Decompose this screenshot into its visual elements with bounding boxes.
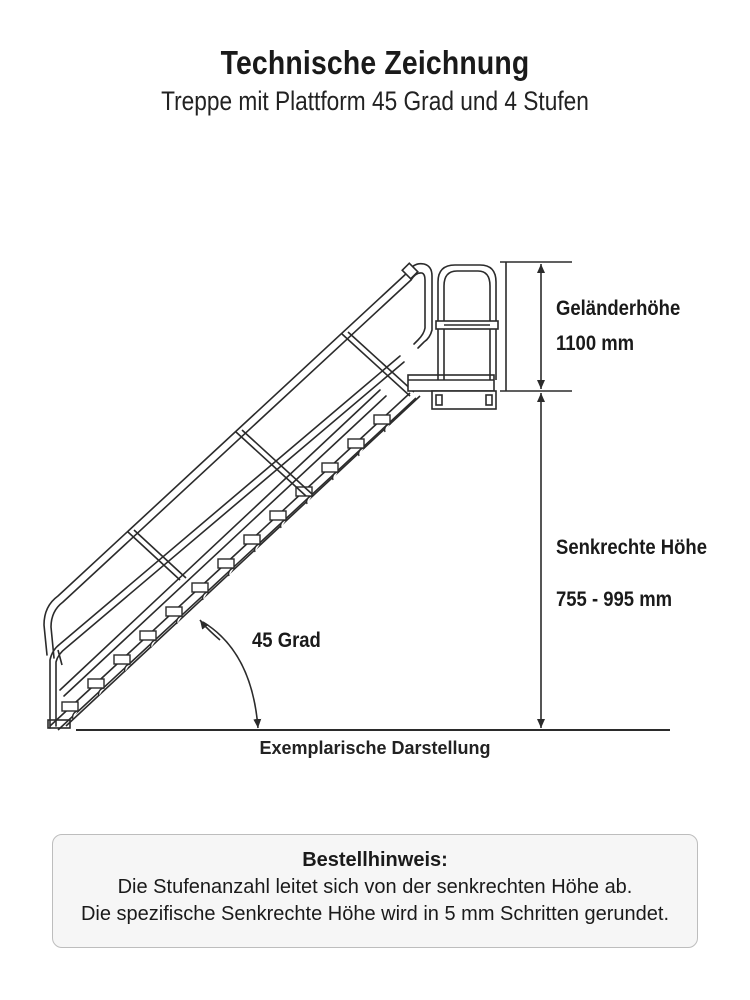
angle-label: 45 Grad xyxy=(252,629,321,652)
railing-height-label: Geländerhöhe xyxy=(556,297,681,320)
railing-height-dimension xyxy=(500,262,572,391)
order-note-line: Die spezifische Senkrechte Höhe wird in 5 mm Schritten gerundet. xyxy=(80,903,670,925)
page-subtitle: Treppe mit Plattform 45 Grad und 4 Stufen xyxy=(161,86,589,116)
order-note-heading: Bestellhinweis: xyxy=(302,849,448,871)
platform-railing xyxy=(436,265,498,380)
step-treads xyxy=(62,415,390,719)
order-note-box xyxy=(52,834,698,948)
order-note-line: Die Stufenanzahl leitet sich von der senkrechten Höhe ab. xyxy=(117,876,633,898)
railing-posts xyxy=(58,332,414,665)
vertical-height-value: 755 - 995 mm xyxy=(556,588,673,611)
page-title: Technische Zeichnung xyxy=(220,44,530,81)
angle-indicator xyxy=(200,620,258,728)
railing-height-value: 1100 mm xyxy=(556,332,635,355)
platform xyxy=(408,375,496,409)
vertical-height-label: Senkrechte Höhe xyxy=(556,536,707,559)
diagram-caption: Exemplarische Darstellung xyxy=(259,738,491,758)
